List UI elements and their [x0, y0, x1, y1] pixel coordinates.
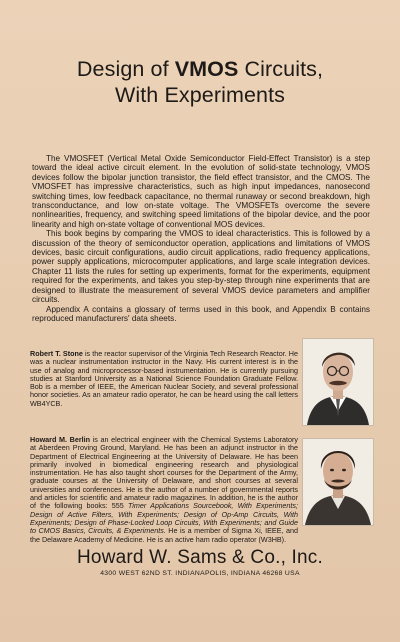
portrait-berlin-icon — [303, 439, 373, 525]
title-line1-pre: Design of — [76, 57, 175, 81]
book-title — [20, 56, 380, 108]
author-bio-berlin — [30, 436, 298, 544]
title-line1-post: Circuits, — [238, 57, 324, 81]
author-books: Timer Applications Sourcebook, With Experiments; Design of Active Filters, With Experiments; Design of Op-Amp Circuits, With Experiments; Design of Phase-Locked Loop Circuits, With Experiments; and Guide to CMOS Basics, Circuits, & Experiments. — [30, 501, 299, 536]
book-description — [32, 154, 370, 323]
title-line1-bold: VMOS — [174, 57, 239, 81]
description-paragraph: This book begins by comparing the VMOS to ideal characteristics. This is followed by a discussion of the theory of semiconductor operation, applications and limitations of VMOS devices, basic circuit configurations, audio circuit applications, radio frequency applications, power supply applications, microcomputer applications, and large scale integration devices. Chapter 11 lists the rules for setting up experiments, format for the experiments, equipment required for the experiments, and takes you step-by-step through nine experiments that are designed to illustrate the measurement of several VMOS device parameters and amplifier circuits. — [32, 229, 370, 305]
author-bio-text: is an electrical engineer with the Chemical Systems Laboratory at Aberdeen Proving Ground, Maryland. He has been an adjunct instructor in the Department of Electrical Engineering at the University of Delaware. He has been primarily involved in biomedical engineering research and physiological instrumentation. He has also taught short courses for the Department of the Army, graduate courses at the University of Delaware, and short courses at several universities and conferences. He is the author of a number of governmental reports and articles for scientific and amateur radio magazines. In addition, he is the author of the following books: 555 — [30, 435, 298, 511]
publisher-address: 4300 WEST 62ND ST. INDIANAPOLIS, INDIANA 46268 USA — [100, 570, 300, 577]
author-name: Howard M. Berlin — [30, 435, 90, 444]
author-name: Robert T. Stone — [30, 349, 83, 358]
portrait-stone-icon — [303, 339, 373, 425]
author-bio-tail: He is a member of Sigma Xi, IEEE, and the Delaware Academy of Medicine. He is an active ham radio operator (W3HB). — [30, 526, 298, 544]
description-paragraph: Appendix A contains a glossary of terms used in this book, and Appendix B contains reproduced manufacturers' data sheets. — [32, 304, 370, 323]
author-portrait-stone — [302, 338, 374, 426]
author-portrait-berlin — [302, 438, 374, 526]
author-bio-stone — [30, 350, 298, 408]
title-line2: With Experiments — [114, 83, 286, 107]
publisher-name: Howard W. Sams & Co., Inc. — [77, 547, 323, 568]
author-bio-text: is the reactor supervisor of the Virginia Tech Research Reactor. He was a nuclear instrumentation instructor in the Navy. His current interest is in the use of analog and microprocessor-based instrumentation. He is currently pursuing studies at Stanford University as a National Science Foundation Graduate Fellow. Bob is a member of IEEE, the American Nuclear Society, and several professional honor societies. As an amateur radio operator, he can be heard using the call letters WB4YCB. — [30, 349, 298, 408]
description-paragraph: The VMOSFET (Vertical Metal Oxide Semiconductor Field-Effect Transistor) is a step toward the ideal active circuit element. In the evolution of solid-state technology, VMOS devices follow the bipolar junction transistor, the field effect transistor, and the CMOS. The VMOSFET has impressive characteristics, such as high input impedances, nanosecond switching times, low feedback capacitance, no thermal runaway or second breakdown, high transconductance, and low on-state voltage. The VMOSFETs overcome the severe nonlinearities, frequency, and switching speed limitations of the bipolar device, and the poor linearity and high on-state voltage of conventional MOS devices. — [32, 154, 370, 229]
